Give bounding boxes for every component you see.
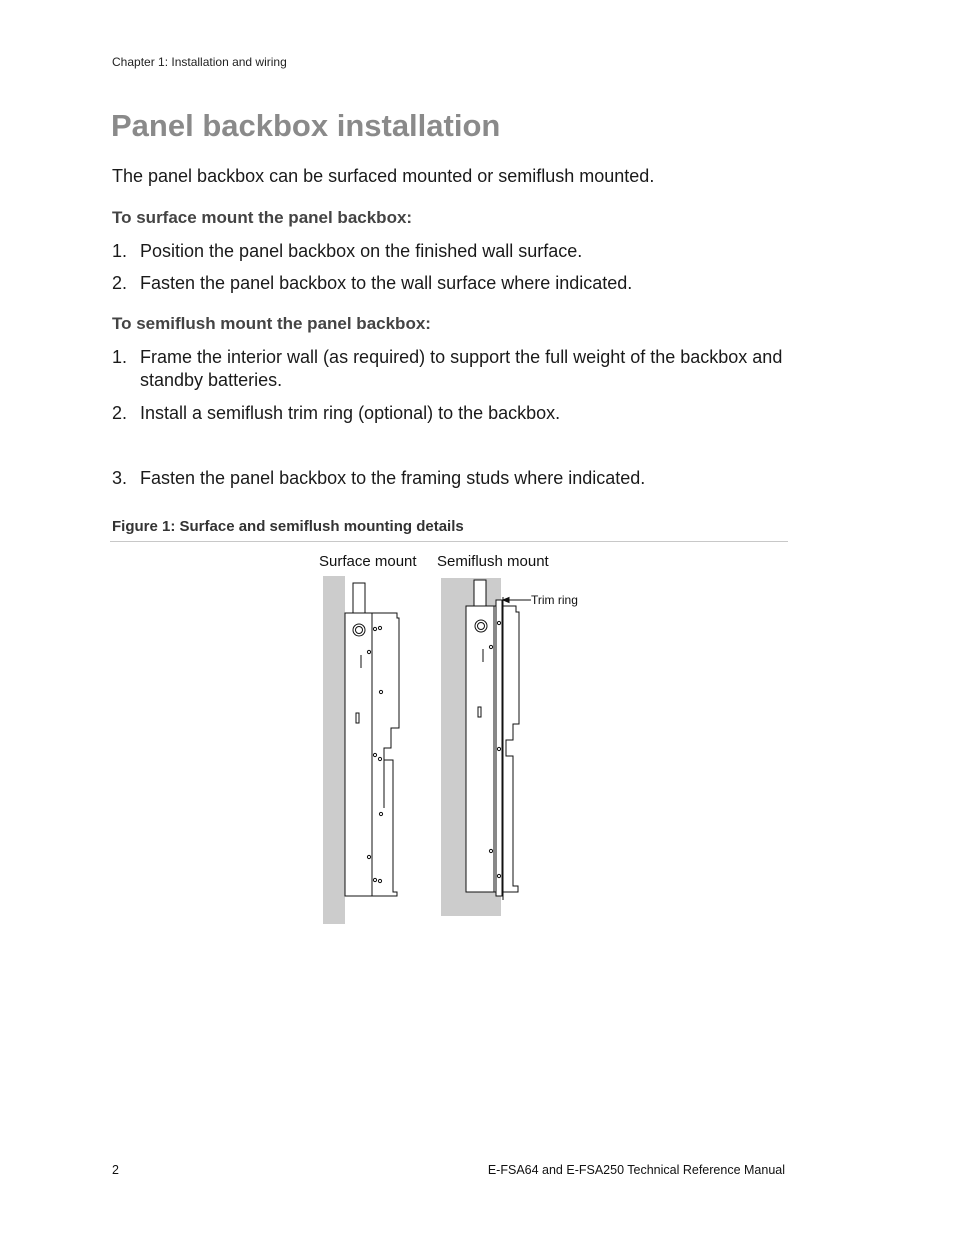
mount-hole	[379, 812, 382, 815]
label-surface-mount: Surface mount	[319, 553, 417, 570]
conduit-stub	[353, 583, 365, 613]
running-header: Chapter 1: Installation and wiring	[112, 55, 287, 69]
intro-paragraph: The panel backbox can be surfaced mounted or semiflush mounted.	[112, 166, 655, 186]
mount-hole	[367, 855, 370, 858]
surface-step-1	[112, 240, 792, 263]
surface-step-2	[112, 272, 792, 295]
mount-hole	[497, 874, 500, 877]
mount-hole	[367, 650, 370, 653]
mount-hole	[489, 849, 492, 852]
mount-hole	[378, 757, 381, 760]
label-semiflush-mount: Semiflush mount	[437, 553, 549, 570]
mount-hole	[489, 645, 492, 648]
procedure-heading-surface: To surface mount the panel backbox:	[112, 208, 413, 227]
surface-mount-drawing	[323, 576, 399, 924]
semiflush-step-3	[112, 467, 792, 490]
semiflush-mount-drawing	[441, 578, 531, 916]
callout-trim-ring: Trim ring	[531, 593, 578, 607]
page-title: Panel backbox installation	[111, 108, 501, 143]
procedure-heading-semiflush: To semiflush mount the panel backbox:	[112, 314, 431, 333]
mount-hole	[373, 878, 376, 881]
semiflush-step-1	[112, 346, 792, 392]
bracket-slot	[356, 713, 359, 723]
finished-wall	[323, 576, 345, 924]
step-number: 1.	[112, 241, 128, 261]
step-number: 3.	[112, 468, 128, 488]
step-text: Position the panel backbox on the finished wall surface.	[140, 241, 583, 261]
figure-rule	[110, 541, 788, 542]
page-number: 2	[112, 1163, 119, 1177]
step-text: Fasten the panel backbox to the framing studs where indicated.	[140, 468, 646, 488]
mount-hole	[378, 879, 381, 882]
mount-hole	[373, 753, 376, 756]
step-text: Fasten the panel backbox to the wall surface where indicated.	[140, 273, 633, 293]
knockout-large	[353, 624, 365, 636]
mount-hole	[497, 621, 500, 624]
conduit-stub	[474, 580, 486, 606]
figure-caption: Figure 1: Surface and semiflush mounting details	[112, 518, 464, 535]
leader-arrow	[503, 598, 509, 603]
mounting-details-figure	[300, 570, 600, 940]
knockout-large	[475, 620, 487, 632]
step-text: Install a semiflush trim ring (optional) to the backbox.	[140, 403, 561, 423]
mount-hole	[379, 690, 382, 693]
step-number: 2.	[112, 403, 128, 423]
bracket-slot	[478, 707, 481, 717]
mount-hole	[378, 626, 381, 629]
mount-hole	[373, 627, 376, 630]
mount-hole	[497, 747, 500, 750]
step-text: Frame the interior wall (as required) to support the full weight of the backbox and standby batteries.	[140, 347, 783, 390]
step-number: 2.	[112, 273, 128, 293]
step-number: 1.	[112, 347, 128, 367]
semiflush-step-2	[112, 402, 792, 425]
manual-title: E-FSA64 and E-FSA250 Technical Reference Manual	[487, 1163, 785, 1177]
backbox-profile	[466, 606, 519, 892]
